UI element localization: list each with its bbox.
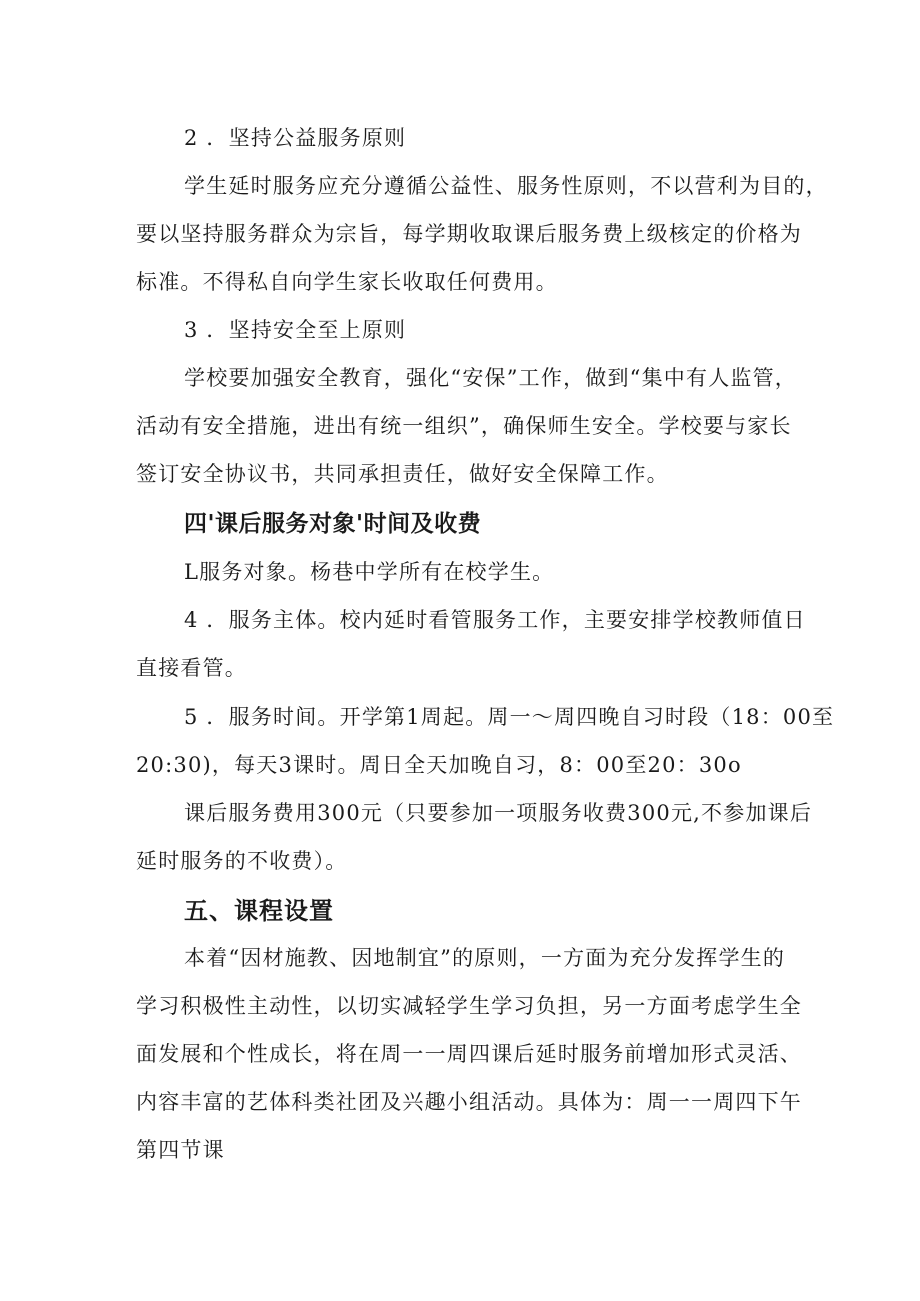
section-3-title: 3 ．坚持安全至上原则 — [184, 318, 407, 342]
section-3-line-3: 签订安全协议书，共同承担责任，做好安全保障工作。 — [136, 462, 669, 486]
course-line-5: 第四节课 — [136, 1138, 225, 1162]
course-line-2: 学习积极性主动性，以切实减轻学生学习负担，另一方面考虑学生全 — [136, 994, 802, 1018]
section-2-line-2: 要以坚持服务群众为宗旨，每学期收取课后服务费上级核定的价格为 — [136, 222, 802, 246]
service-time-line-1: 5 ．服务时间。开学第1周起。周一〜周四晚自习时段（18：00至 — [184, 705, 835, 729]
service-subject-line-2: 直接看管。 — [136, 656, 247, 680]
heading-section-5: 五、课程设置 — [184, 897, 334, 925]
heading-section-4: 四'课后服务对象'时间及收费 — [184, 511, 482, 537]
service-subject-line-1: 4 ．服务主体。校内延时看管服务工作，主要安排学校教师值日 — [184, 608, 806, 632]
section-2-title: 2 ．坚持公益服务原则 — [184, 126, 407, 150]
section-2-line-1: 学生延时服务应充分遵循公益性、服务性原则，不以营利为目的， — [184, 174, 828, 198]
section-3-line-1: 学校要加强安全教育，强化“安保”工作，做到“集中有人监管， — [184, 366, 798, 390]
course-line-3: 面发展和个性成长，将在周一一周四课后延时服务前增加形式灵活、 — [136, 1042, 802, 1066]
service-fee-line-1: 课后服务费用300元（只要参加一项服务收费300元,不参加课后 — [184, 801, 813, 825]
section-2-line-3: 标准。不得私自向学生家长收取任何费用。 — [136, 270, 558, 294]
course-line-4: 内容丰富的艺体科类社团及兴趣小组活动。具体为：周一一周四下午 — [136, 1090, 802, 1114]
section-3-line-2: 活动有安全措施，进出有统一组织”，确保师生安全。学校要与家长 — [136, 414, 792, 438]
service-fee-line-2: 延时服务的不收费）。 — [136, 849, 348, 873]
service-time-line-2: 20:30)，每天3课时。周日全天加晚自习，8：00至20：30o — [136, 753, 742, 777]
course-line-1: 本着“因材施教、因地制宜”的原则，一方面为充分发挥学生的 — [184, 946, 786, 970]
service-target: L服务对象。杨巷中学所有在校学生。 — [184, 560, 555, 584]
